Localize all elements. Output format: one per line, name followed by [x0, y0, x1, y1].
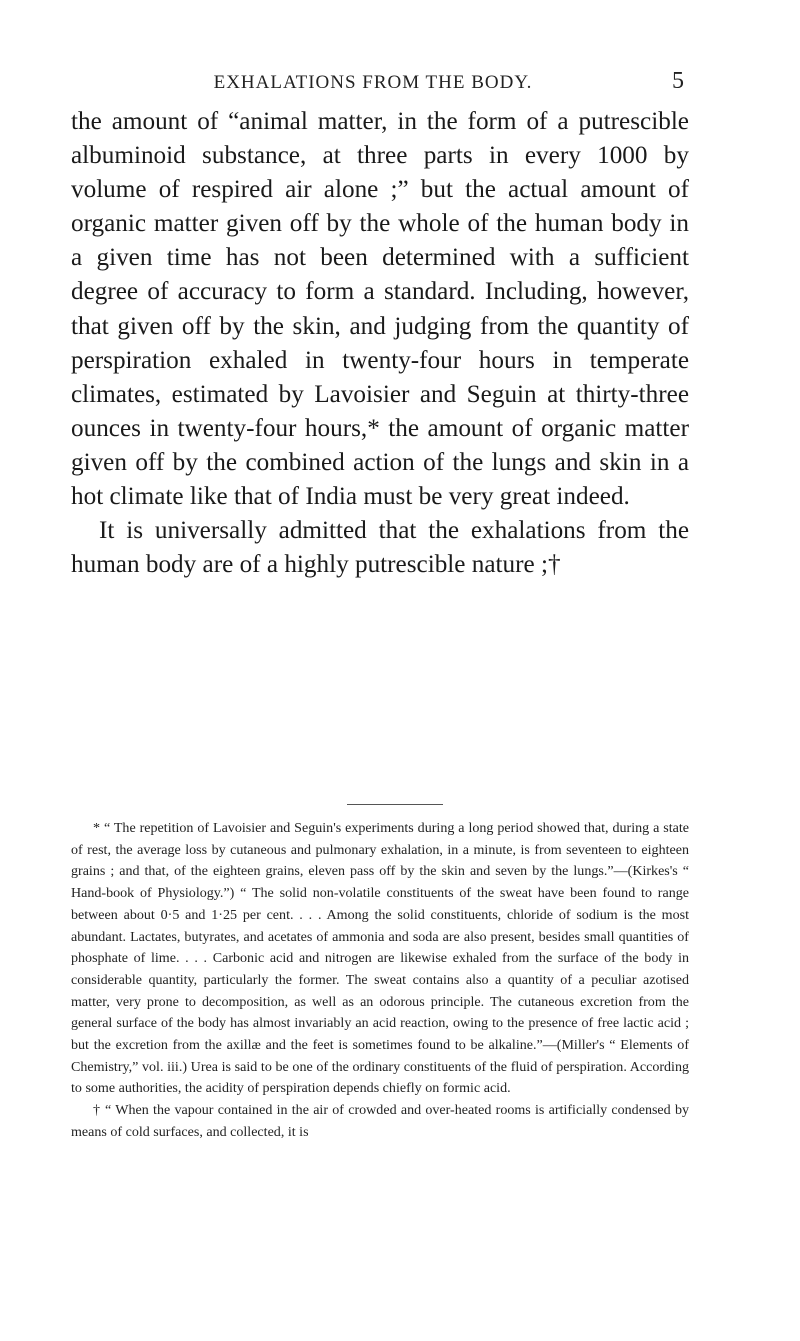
footnote-asterisk: * “ The repetition of Lavoisier and Seguin's experiments during a long period showed that, during a state of rest, the average loss by cutaneous and pulmonary exhalation, in a minute, is from seventeen to eighteen grains ; and that, of the eighteen grains, eleven pass off by the skin and seven by the lungs.”—(Kirkes's “ Hand-book of Physiology.”) “ The solid non-volatile constituents of the sweat have been found to range between about 0·5 and 1·25 per cent. . . . Among the solid constituents, chloride of sodium is the most abundant. Lactates, butyrates, and acetates of ammonia and soda are also present, besides small quantities of phosphate of lime. . . . Carbonic acid and nitrogen are likewise exhaled from the surface of the body in considerable quantity, particularly the former. The sweat contains also a quantity of a peculiar azotised matter, very prone to decomposition, as well as an odorous principle. The cutaneous excretion from the general surface of the body has almost invariably an acid reaction, owing to the presence of free lactic acid ; but the excretion from the axillæ and the feet is sometimes found to be alkaline.”—(Miller's “ Elements of Chemistry,” vol. iii.) Urea is said to be one of the ordinary constituents of the fluid of perspiration. According to some authorities, the acidity of perspiration depends chiefly on formic acid. [71, 820, 689, 1097]
body-text [71, 105, 689, 582]
body-paragraph: the amount of “animal matter, in the form of a putrescible albuminoid substance, at three parts in every 1000 by volume of respired air alone ;” but the actual amount of organic matter given off by the whole of the human body in a given time has not been determined with a sufficient degree of accuracy to form a standard. Including, however, that given off by the skin, and judging from the quantity of perspiration exhaled in twenty-four hours in temperate climates, estimated by Lavoisier and Seguin at thirty-three ounces in twenty-four hours,* the amount of organic matter given off by the combined action of the lungs and skin in a hot climate like that of India must be very great indeed. [71, 108, 689, 511]
body-paragraph: It is universally admitted that the exhalations from the human body are of a highly putrescible nature ;† [71, 517, 689, 579]
running-head [62, 68, 684, 100]
running-title: EXHALATIONS FROM THE BODY. [213, 72, 533, 93]
footnotes [71, 818, 689, 1144]
page-number: 5 [672, 68, 684, 94]
footnote-separator-rule [347, 804, 443, 805]
footnote-dagger: † “ When the vapour contained in the air of crowded and over-heated rooms is artificially condensed by means of cold surfaces, and collected, it is [71, 1102, 689, 1140]
